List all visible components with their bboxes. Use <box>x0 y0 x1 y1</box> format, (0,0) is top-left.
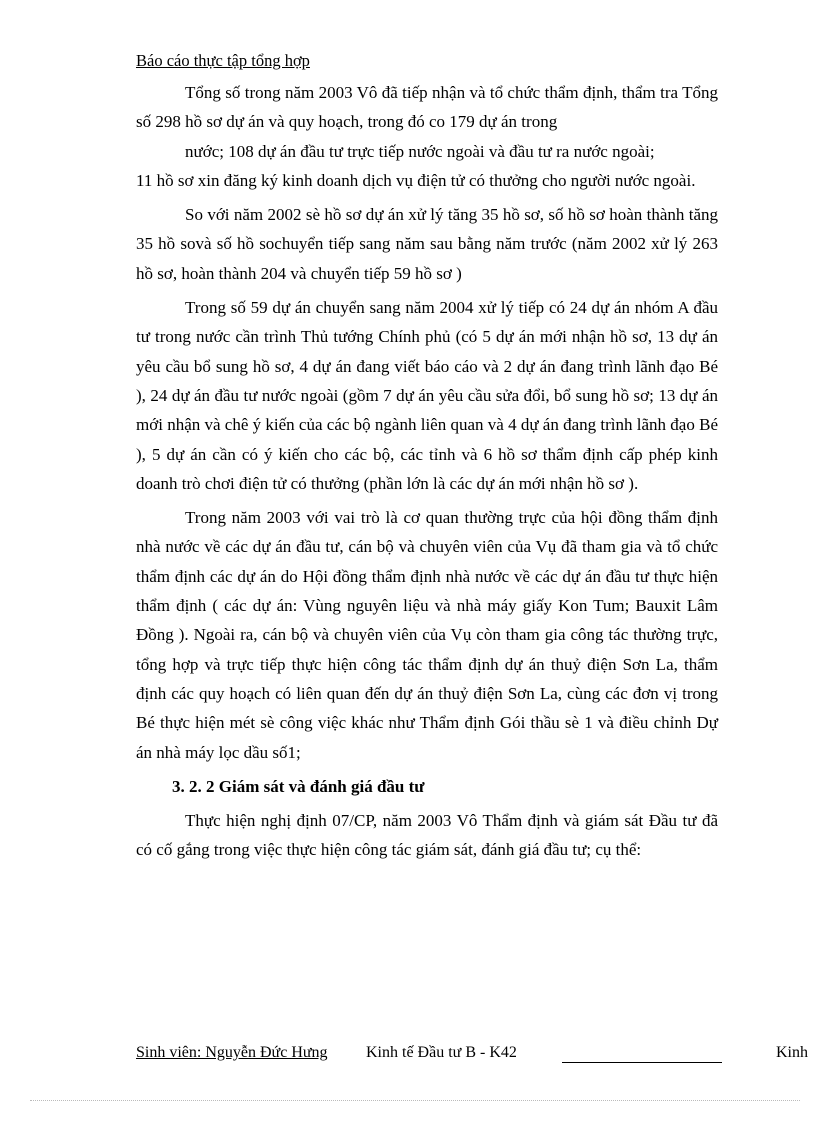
page-header: Báo cáo thực tập tổng hợp <box>136 51 310 70</box>
document-body <box>136 78 718 865</box>
footer-class: Kinh tế Đầu tư B - K42 <box>366 1044 517 1061</box>
paragraph-3: Trong số 59 dự án chuyển sang năm 2004 xử lý tiếp có 24 dự án nhóm A đầu tư trong nước cần trình Thủ tướng Chính phủ (có 5 dự án mới nhận hồ sơ, 13 dự án yêu cầu bổ sung hồ sơ, 4 dự án đang viết báo cáo và 2 dự án đang trình lãnh đạo Bé ), 24 dự án đầu tư nước ngoài (gồm 7 dự án yêu cầu sửa đổi, bổ sung hồ sơ; 13 dự án mới nhận và chê ý kiến của các bộ ngành liên quan và 4 dự án đang trình lãnh đạo Bé ), 5 dự án cần có ý kiến cho các bộ, các tỉnh và 6 hồ sơ thẩm định cấp phép kinh doanh trò chơi điện tử có thưởng (phần lớn là các dự án mới nhận hồ sơ ). <box>136 298 718 493</box>
paragraph-2: So với năm 2002 sè hồ sơ dự án xử lý tăng 35 hồ sơ, số hồ sơ hoàn thành tăng 35 hồ sovà số hồ sochuyển tiếp sang năm sau bằng năm trước (năm 2002 xử lý 263 hồ sơ, hoàn thành 204 và chuyển tiếp 59 hồ sơ ) <box>136 205 718 283</box>
footer-right-text: Kinh <box>776 1044 808 1061</box>
paragraph-4: Trong năm 2003 với vai trò là cơ quan thường trực của hội đồng thẩm định nhà nước về các dự án đầu tư, cán bộ và chuyên viên của Vụ đã tham gia và tổ chức thẩm định các dự án do Hội đồng thẩm định nhà nước về các dự án đầu tư thực hiện thẩm định ( các dự án: Vùng nguyên liệu và nhà máy giấy Kon Tum; Bauxit Lâm Đồng ). Ngoài ra, cán bộ và chuyên viên của Vụ còn tham gia công tác thường trực, tổng hợp và trực tiếp thực hiện công tác thẩm định dự án thuỷ điện Sơn La, thẩm định các quy hoạch có liên quan đến dự án thuỷ điện Sơn La, cùng các đơn vị trong Bé thực hiện mét sè công việc khác như Thẩm định Gói thầu sè 1 và điều chỉnh Dự án nhà máy lọc dầu số1; <box>136 508 718 762</box>
footer-underline <box>562 1062 722 1063</box>
paragraph-5: Thực hiện nghị định 07/CP, năm 2003 Vô Thẩm định và giám sát Đầu tư đã có cố gắng trong việc thực hiện công tác giám sát, đánh giá đầu tư; cụ thể: <box>136 811 718 860</box>
paragraph-1-end: 11 hồ sơ xin đăng ký kinh doanh dịch vụ điện tử có thưởng cho người nước ngoài. <box>136 170 696 190</box>
section-heading: 3. 2. 2 Giám sát và đánh giá đầu tư <box>172 776 425 796</box>
paragraph-1-continued: nước; 108 dự án đầu tư trực tiếp nước ngoài và đầu tư ra nước ngoài; <box>185 141 655 161</box>
footer-student: Sinh viên: Nguyễn Đức Hưng <box>136 1044 328 1061</box>
paragraph-1: Tổng số trong năm 2003 Vô đã tiếp nhận và tổ chức thẩm định, thẩm tra Tổng số 298 hồ sơ dự án và quy hoạch, trong đó co 179 dự án trong <box>136 83 718 132</box>
page-bottom-divider <box>30 1100 800 1101</box>
